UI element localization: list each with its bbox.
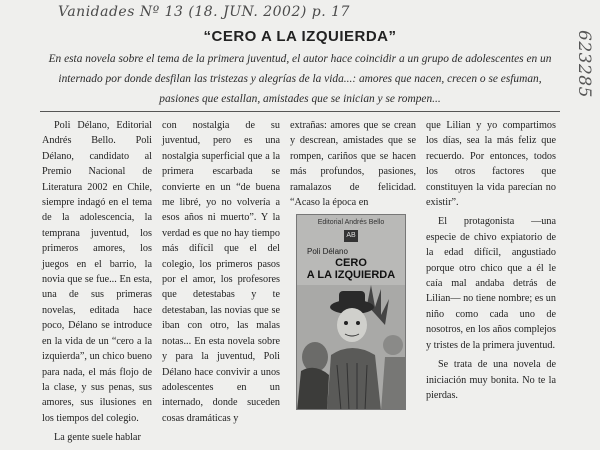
paragraph: El protagonista —una especie de chivo expiatorio de la edad difícil, angustiado porque otro chico que a él le caía mal andaba detrás de Lilian— no tiene nombre; es un niño como cada uno de nosotros, en los años complejos y tristes de la primera juventud. (426, 216, 556, 351)
handwritten-source-note: Vanidades Nº 13 (18. JUN. 2002) p. 17 (58, 4, 350, 20)
article-lead: En esta novela sobre el tema de la primera juventud, el autor hace coincidir a un grupo de adolescentes en un internado por donde desfilan las tristezas y alegrías de la vida...: amores que nacen, crecen o se esfuman, pasiones que estallan, amistades que se inician y se rompen... (48, 53, 552, 105)
paragraph: con nostalgia de su juventud, pero es una nostalgia superficial que a la primera escarbada se convierte en un “de buena me libré, yo no volvería a esos años ni muerto”. Y la verdad es que no hay tiempo más difícil que el del colegio, los primeros pasos por el amor, los profesores que detestabas y te detestaban, las novias que se iban con otro, las malas notas... En esta novela sobre y para la juventud, Poli Délano hace convivir a unos adolescentes en un internado, donde suceden cosas dramáticas y (162, 120, 280, 424)
column-2 (162, 118, 280, 430)
paragraph: Se trata de una novela de iniciación muy bonita. No te la pierdas. (426, 359, 556, 401)
book-cover-image (296, 214, 406, 410)
article-title: “CERO A LA IZQUIERDA” (203, 28, 397, 45)
column-4 (426, 118, 556, 407)
cover-title-line1: CERO (335, 257, 367, 269)
paragraph: que Lilian y yo compartimos los días, sea la más feliz que recuerdo. Por entonces, todos los otros factores que constituyen la vida parecían no existir”. (426, 120, 556, 209)
cover-illustration (297, 285, 406, 410)
column-3 (290, 118, 416, 214)
column-1 (42, 118, 152, 450)
handwritten-side-note: 623285 (574, 30, 594, 98)
publisher-logo: AB (344, 230, 358, 242)
cover-author: Poli Délano (307, 247, 348, 256)
cover-publisher: Editorial Andrés Bello (317, 219, 385, 226)
paragraph: extrañas: amores que se crean y descrean, amistades que se rompen, cariños que se hacen más profundos, pasiones, ramalazos de felicidad. “Acaso la época en (290, 120, 416, 209)
divider-rule (40, 111, 560, 112)
cover-title-line2: A LA IZQUIERDA (306, 269, 396, 281)
cover-title (297, 257, 405, 281)
paragraph: La gente suele hablar (54, 432, 141, 444)
paragraph: Poli Délano, Editorial Andrés Bello. Poli Délano, candidato al Premio Nacional de Literatura 2002 en Chile, siempre indagó en el tema de la adolescencia, la temprana juventud, los primeros amores, los juegos en el barrio, la novia que se fue... En esta, una de sus primeras novelas, editada hace poco, Délano se introduce en la vida de un “cero a la izquierda”, un chico bueno para nada, el más flojo de la clase, y sus penas, sus amores, sus ilusiones en los tiempos del colegio. (42, 120, 152, 424)
